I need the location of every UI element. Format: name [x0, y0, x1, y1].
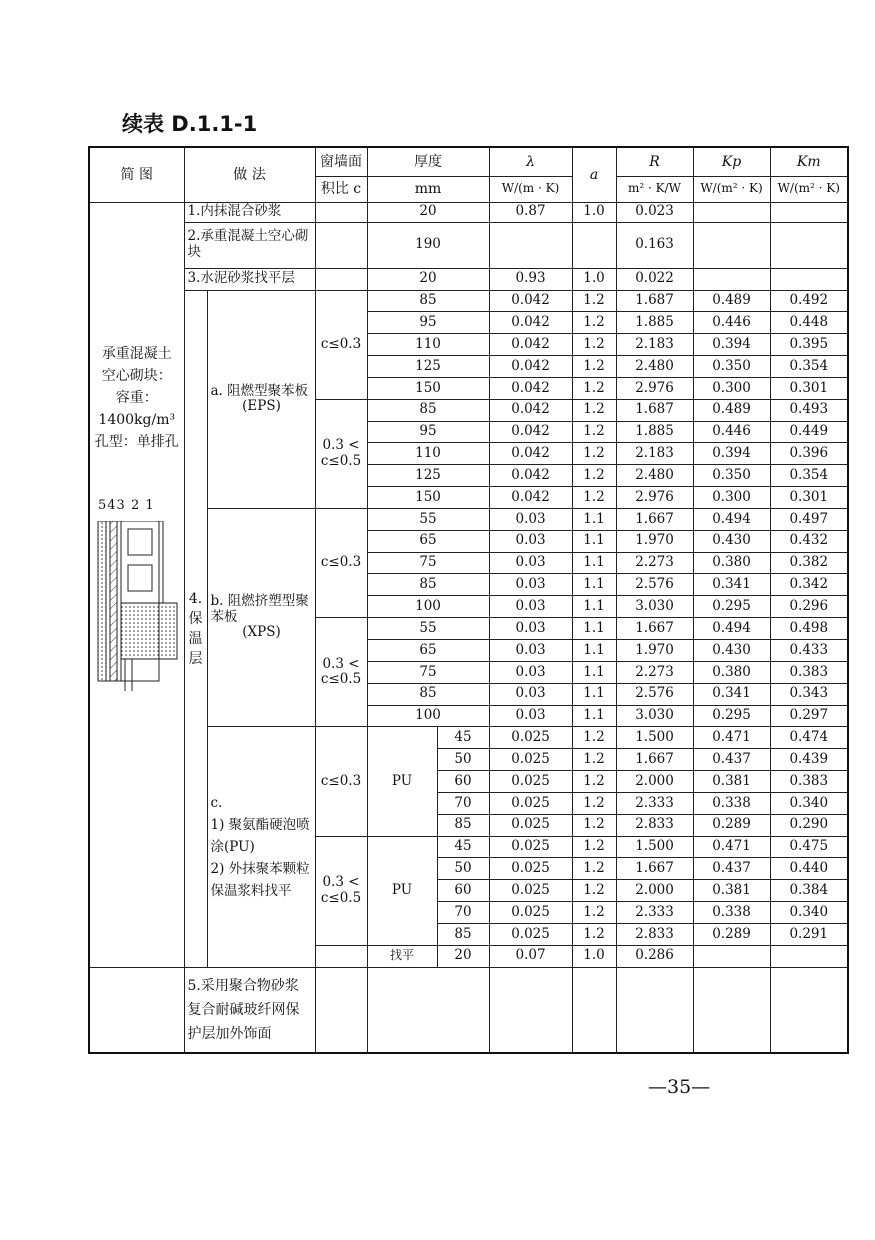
eps-row-9-r: 2.480 — [616, 465, 693, 487]
pu-row-1-kp: 0.471 — [693, 727, 770, 749]
xps-row-2-a: 1.1 — [572, 530, 616, 552]
ratio-label-line2: c≤0.5 — [320, 671, 362, 688]
xps-row-10-thickness: 100 — [367, 705, 489, 727]
pu-row-3-lambda: 0.025 — [489, 771, 572, 793]
layer1-ratio — [315, 202, 367, 222]
eps-row-6-lambda: 0.042 — [489, 399, 572, 421]
pu-row-9-thickness: 70 — [437, 902, 489, 924]
pu-row-8-lambda: 0.025 — [489, 880, 572, 902]
xps-row-5-lambda: 0.03 — [489, 596, 572, 618]
xps-row-9-km: 0.343 — [770, 683, 848, 705]
eps-row-4-a: 1.2 — [572, 356, 616, 378]
pu-ratio-cell — [315, 836, 367, 945]
layer3-thickness: 20 — [367, 268, 489, 290]
pu-row-7-km: 0.440 — [770, 858, 848, 880]
pu-row-10-kp: 0.289 — [693, 923, 770, 945]
eps-row-1-r: 1.687 — [616, 290, 693, 312]
xps-row-2-km: 0.432 — [770, 530, 848, 552]
pu-row-2-km: 0.439 — [770, 749, 848, 771]
header-ratio-line2: 积比 c — [315, 176, 367, 202]
pu-row-8-r: 2.000 — [616, 880, 693, 902]
pu-row-1-r: 1.500 — [616, 727, 693, 749]
diagram-line1: 承重混凝土 — [101, 345, 172, 362]
eps-row-2-a: 1.2 — [572, 312, 616, 334]
xps-label-line2: (XPS) — [242, 624, 281, 641]
xps-row-7-thickness: 65 — [367, 640, 489, 662]
xps-row-6-kp: 0.494 — [693, 618, 770, 640]
eps-row-8-r: 2.183 — [616, 443, 693, 465]
eps-row-4-lambda: 0.042 — [489, 356, 572, 378]
eps-label-line1: a. 阻燃型聚苯板 — [210, 382, 309, 399]
xps-row-7-lambda: 0.03 — [489, 640, 572, 662]
pu-row-3-r: 2.000 — [616, 771, 693, 793]
pu-row-7-kp: 0.437 — [693, 858, 770, 880]
eps-row-7-lambda: 0.042 — [489, 421, 572, 443]
ratio-label-line1: 0.3 < — [322, 874, 360, 891]
pu-row-8-km: 0.384 — [770, 880, 848, 902]
pu-row-7-r: 1.667 — [616, 858, 693, 880]
pu-row-6-km: 0.475 — [770, 836, 848, 858]
eps-ratio-cell — [315, 399, 367, 508]
xps-ratio-cell — [315, 618, 367, 727]
pu-row-7-lambda: 0.025 — [489, 858, 572, 880]
ratio-label-line1: 0.3 < — [322, 655, 360, 672]
layer5-diagram-blank — [89, 967, 184, 1053]
pu-row-2-a: 1.2 — [572, 749, 616, 771]
header-diagram: 简 图 — [89, 147, 184, 202]
xps-row-8-lambda: 0.03 — [489, 661, 572, 683]
pu-row-1-lambda: 0.025 — [489, 727, 572, 749]
eps-row-3-kp: 0.394 — [693, 334, 770, 356]
ratio-label: c≤0.3 — [320, 554, 362, 571]
pu-row-4-r: 2.333 — [616, 792, 693, 814]
xps-row-5-km: 0.296 — [770, 596, 848, 618]
diagram-description — [90, 343, 184, 453]
xps-row-8-kp: 0.380 — [693, 661, 770, 683]
layer5-lambda — [489, 967, 572, 1053]
xps-row-1-r: 1.667 — [616, 508, 693, 530]
layer2-kp — [693, 222, 770, 268]
pu-row-5-km: 0.290 — [770, 814, 848, 836]
eps-label-line2: (EPS) — [242, 398, 281, 415]
leveling-r: 0.286 — [616, 945, 693, 967]
xps-row-4-thickness: 85 — [367, 574, 489, 596]
xps-row-3-thickness: 75 — [367, 552, 489, 574]
eps-row-10-km: 0.301 — [770, 487, 848, 509]
layer2-name: 2.承重混凝土空心砌块 — [184, 222, 315, 268]
header-kp: Kp — [693, 147, 770, 176]
layer2-ratio — [315, 222, 367, 268]
diagram-line4: 1400kg/m³ — [98, 411, 176, 428]
xps-row-7-km: 0.433 — [770, 640, 848, 662]
eps-row-6-km: 0.493 — [770, 399, 848, 421]
eps-row-10-thickness: 150 — [367, 487, 489, 509]
pu-row-7-thickness: 50 — [437, 858, 489, 880]
layer1-r: 0.023 — [616, 202, 693, 222]
eps-row-10-lambda: 0.042 — [489, 487, 572, 509]
leveling-a: 1.0 — [572, 945, 616, 967]
pu-row-2-kp: 0.437 — [693, 749, 770, 771]
xps-row-2-kp: 0.430 — [693, 530, 770, 552]
eps-row-6-r: 1.687 — [616, 399, 693, 421]
layer3-name: 3.水泥砂浆找平层 — [184, 268, 315, 290]
xps-row-5-kp: 0.295 — [693, 596, 770, 618]
eps-row-5-km: 0.301 — [770, 377, 848, 399]
pu-row-2-lambda: 0.025 — [489, 749, 572, 771]
layer5-thickness — [367, 967, 489, 1053]
eps-row-6-thickness: 85 — [367, 399, 489, 421]
xps-row-10-kp: 0.295 — [693, 705, 770, 727]
pu-row-8-kp: 0.381 — [693, 880, 770, 902]
pu-row-2-thickness: 50 — [437, 749, 489, 771]
eps-row-10-r: 2.976 — [616, 487, 693, 509]
layer5-kp — [693, 967, 770, 1053]
header-lambda-unit: W/(m · K) — [489, 176, 572, 202]
header-thickness-unit: mm — [367, 176, 489, 202]
xps-row-9-thickness: 85 — [367, 683, 489, 705]
eps-row-7-kp: 0.446 — [693, 421, 770, 443]
pu-row-6-kp: 0.471 — [693, 836, 770, 858]
eps-row-6-a: 1.2 — [572, 399, 616, 421]
ratio-label-line2: c≤0.5 — [320, 452, 362, 469]
pu-row-9-a: 1.2 — [572, 902, 616, 924]
pu-row-1-a: 1.2 — [572, 727, 616, 749]
layer4-label: 4.保温层 — [184, 290, 207, 967]
header-ratio-line1: 窗墙面 — [315, 147, 367, 176]
pu-row-8-thickness: 60 — [437, 880, 489, 902]
xps-row-1-lambda: 0.03 — [489, 508, 572, 530]
layer3-kp — [693, 268, 770, 290]
xps-row-5-thickness: 100 — [367, 596, 489, 618]
xps-row-2-r: 1.970 — [616, 530, 693, 552]
ratio-label: c≤0.3 — [320, 335, 362, 352]
eps-row-8-km: 0.396 — [770, 443, 848, 465]
pu-row-10-r: 2.833 — [616, 923, 693, 945]
thermal-table — [88, 146, 840, 1054]
diagram-line2: 空心砌块： — [101, 367, 172, 384]
eps-row-8-lambda: 0.042 — [489, 443, 572, 465]
xps-label-line1: b. 阻燃挤塑型聚苯板 — [210, 593, 309, 625]
xps-row-3-lambda: 0.03 — [489, 552, 572, 574]
eps-row-7-thickness: 95 — [367, 421, 489, 443]
layer5-km — [770, 967, 848, 1053]
eps-row-5-r: 2.976 — [616, 377, 693, 399]
xps-row-9-lambda: 0.03 — [489, 683, 572, 705]
eps-row-9-lambda: 0.042 — [489, 465, 572, 487]
layer1-name: 1.内抹混合砂浆 — [184, 202, 315, 222]
diagram-line5: 孔型：单排孔 — [94, 433, 179, 450]
eps-row-2-r: 1.885 — [616, 312, 693, 334]
page-number: —35— — [648, 1076, 711, 1098]
xps-row-5-r: 3.030 — [616, 596, 693, 618]
pu-row-4-a: 1.2 — [572, 792, 616, 814]
eps-row-7-a: 1.2 — [572, 421, 616, 443]
ratio-label-line1: 0.3 < — [322, 437, 360, 454]
layer2-a — [572, 222, 616, 268]
pu-row-4-thickness: 70 — [437, 792, 489, 814]
header-r: R — [616, 147, 693, 176]
xps-row-10-km: 0.297 — [770, 705, 848, 727]
eps-row-4-kp: 0.350 — [693, 356, 770, 378]
eps-row-1-kp: 0.489 — [693, 290, 770, 312]
pu-row-4-lambda: 0.025 — [489, 792, 572, 814]
layer2-r: 0.163 — [616, 222, 693, 268]
pu-row-9-lambda: 0.025 — [489, 902, 572, 924]
xps-row-10-a: 1.1 — [572, 705, 616, 727]
xps-row-6-thickness: 55 — [367, 618, 489, 640]
eps-row-9-a: 1.2 — [572, 465, 616, 487]
header-km: Km — [770, 147, 848, 176]
layer3-a: 1.0 — [572, 268, 616, 290]
eps-row-1-km: 0.492 — [770, 290, 848, 312]
header-a: a — [572, 147, 616, 202]
header-method: 做 法 — [184, 147, 315, 202]
xps-row-9-a: 1.1 — [572, 683, 616, 705]
pu-row-8-a: 1.2 — [572, 880, 616, 902]
eps-row-2-lambda: 0.042 — [489, 312, 572, 334]
xps-row-7-a: 1.1 — [572, 640, 616, 662]
xps-row-6-r: 1.667 — [616, 618, 693, 640]
wall-section-drawing — [96, 521, 178, 691]
xps-row-2-thickness: 65 — [367, 530, 489, 552]
eps-row-1-lambda: 0.042 — [489, 290, 572, 312]
xps-row-1-kp: 0.494 — [693, 508, 770, 530]
xps-row-3-km: 0.382 — [770, 552, 848, 574]
layer5-row — [89, 967, 848, 1053]
layer2-lambda — [489, 222, 572, 268]
eps-row-5-kp: 0.300 — [693, 377, 770, 399]
header-km-unit: W/(m² · K) — [770, 176, 848, 202]
xps-row-1-a: 1.1 — [572, 508, 616, 530]
pu-row-5-thickness: 85 — [437, 814, 489, 836]
eps-row-8-kp: 0.394 — [693, 443, 770, 465]
eps-row-3-km: 0.395 — [770, 334, 848, 356]
pu-row-3-a: 1.2 — [572, 771, 616, 793]
xps-row-4-r: 2.576 — [616, 574, 693, 596]
pu-row-10-thickness: 85 — [437, 923, 489, 945]
pu-row-3-kp: 0.381 — [693, 771, 770, 793]
eps-row-3-lambda: 0.042 — [489, 334, 572, 356]
header-r-unit: m² · K/W — [616, 176, 693, 202]
layer3-lambda: 0.93 — [489, 268, 572, 290]
header-lambda: λ — [489, 147, 572, 176]
pu-row-6-a: 1.2 — [572, 836, 616, 858]
xps-row-3-kp: 0.380 — [693, 552, 770, 574]
pu-row-5-lambda: 0.025 — [489, 814, 572, 836]
pu-row-3-km: 0.383 — [770, 771, 848, 793]
eps-row-6-kp: 0.489 — [693, 399, 770, 421]
pu-ratio-cell — [315, 727, 367, 836]
xps-label-cell — [207, 508, 315, 726]
eps-row-10-a: 1.2 — [572, 487, 616, 509]
xps-row-6-lambda: 0.03 — [489, 618, 572, 640]
pu-row-3-thickness: 60 — [437, 771, 489, 793]
xps-row-4-lambda: 0.03 — [489, 574, 572, 596]
xps-row-3-a: 1.1 — [572, 552, 616, 574]
ratio-label-line2: c≤0.5 — [320, 889, 362, 906]
layer1-km — [770, 202, 848, 222]
eps-row-4-thickness: 125 — [367, 356, 489, 378]
pu-row-4-km: 0.340 — [770, 792, 848, 814]
layer1-thickness: 20 — [367, 202, 489, 222]
layer1-a: 1.0 — [572, 202, 616, 222]
header-thickness: 厚度 — [367, 147, 489, 176]
layer1-lambda: 0.87 — [489, 202, 572, 222]
diagram-layer-labels: 543 2 1 — [98, 497, 155, 513]
layer3-r: 0.022 — [616, 268, 693, 290]
pu-row-10-km: 0.291 — [770, 923, 848, 945]
leveling-kp — [693, 945, 770, 967]
pu-row-1-km: 0.474 — [770, 727, 848, 749]
pu-row-9-kp: 0.338 — [693, 902, 770, 924]
xps-row-5-a: 1.1 — [572, 596, 616, 618]
leveling-lambda: 0.07 — [489, 945, 572, 967]
xps-row-7-r: 1.970 — [616, 640, 693, 662]
pu-row-6-lambda: 0.025 — [489, 836, 572, 858]
pu-tag: PU — [367, 836, 437, 945]
eps-row-2-thickness: 95 — [367, 312, 489, 334]
xps-row-2-lambda: 0.03 — [489, 530, 572, 552]
eps-row-7-km: 0.449 — [770, 421, 848, 443]
leveling-km — [770, 945, 848, 967]
table-title: 续表 D.1.1-1 — [122, 112, 258, 136]
layer2-km — [770, 222, 848, 268]
eps-row-10-kp: 0.300 — [693, 487, 770, 509]
diagram-cell — [89, 202, 184, 967]
pu-tag: PU — [367, 727, 437, 836]
eps-row-9-kp: 0.350 — [693, 465, 770, 487]
eps-row-5-a: 1.2 — [572, 377, 616, 399]
xps-row-8-r: 2.273 — [616, 661, 693, 683]
xps-row-8-km: 0.383 — [770, 661, 848, 683]
pu-row-1-thickness: 45 — [437, 727, 489, 749]
xps-row-7-kp: 0.430 — [693, 640, 770, 662]
eps-row-3-r: 2.183 — [616, 334, 693, 356]
eps-row-5-lambda: 0.042 — [489, 377, 572, 399]
layer5-ratio — [315, 967, 367, 1053]
eps-row-5-thickness: 150 — [367, 377, 489, 399]
data-table — [88, 146, 849, 1054]
leveling-tag: 找平 — [367, 945, 437, 967]
eps-row-4-r: 2.480 — [616, 356, 693, 378]
leveling-thickness: 20 — [437, 945, 489, 967]
eps-row-3-thickness: 110 — [367, 334, 489, 356]
pu-row-6-r: 1.500 — [616, 836, 693, 858]
eps-row-2-kp: 0.446 — [693, 312, 770, 334]
pu-row-10-a: 1.2 — [572, 923, 616, 945]
xps-row-10-r: 3.030 — [616, 705, 693, 727]
eps-row-3-a: 1.2 — [572, 334, 616, 356]
layer3-km — [770, 268, 848, 290]
xps-row-4-kp: 0.341 — [693, 574, 770, 596]
pu-row-6-thickness: 45 — [437, 836, 489, 858]
xps-row-8-a: 1.1 — [572, 661, 616, 683]
xps-row-3-r: 2.273 — [616, 552, 693, 574]
pu-row-10-lambda: 0.025 — [489, 923, 572, 945]
eps-ratio-cell — [315, 290, 367, 399]
pu-row-5-r: 2.833 — [616, 814, 693, 836]
xps-row-9-r: 2.576 — [616, 683, 693, 705]
xps-row-10-lambda: 0.03 — [489, 705, 572, 727]
eps-row-7-r: 1.885 — [616, 421, 693, 443]
xps-row-1-km: 0.497 — [770, 508, 848, 530]
table-row — [89, 290, 848, 312]
xps-row-1-thickness: 55 — [367, 508, 489, 530]
layer5-a — [572, 967, 616, 1053]
xps-ratio-cell — [315, 508, 367, 617]
layer2-thickness: 190 — [367, 222, 489, 268]
pu-row-2-r: 1.667 — [616, 749, 693, 771]
eps-row-4-km: 0.354 — [770, 356, 848, 378]
ratio-label: c≤0.3 — [320, 772, 362, 789]
xps-row-8-thickness: 75 — [367, 661, 489, 683]
xps-row-4-a: 1.1 — [572, 574, 616, 596]
pu-row-5-kp: 0.289 — [693, 814, 770, 836]
leveling-ratio — [315, 945, 367, 967]
eps-row-8-a: 1.2 — [572, 443, 616, 465]
pu-row-5-a: 1.2 — [572, 814, 616, 836]
pu-row-9-km: 0.340 — [770, 902, 848, 924]
pu-row-4-kp: 0.338 — [693, 792, 770, 814]
xps-row-4-km: 0.342 — [770, 574, 848, 596]
eps-row-9-km: 0.354 — [770, 465, 848, 487]
eps-row-1-a: 1.2 — [572, 290, 616, 312]
eps-row-1-thickness: 85 — [367, 290, 489, 312]
diagram-line3: 容重： — [115, 389, 158, 406]
pu-row-7-a: 1.2 — [572, 858, 616, 880]
header-kp-unit: W/(m² · K) — [693, 176, 770, 202]
layer1-kp — [693, 202, 770, 222]
xps-row-6-km: 0.498 — [770, 618, 848, 640]
layer3-ratio — [315, 268, 367, 290]
layer5-r — [616, 967, 693, 1053]
xps-row-6-a: 1.1 — [572, 618, 616, 640]
eps-label-cell — [207, 290, 315, 508]
layer5-name: 5.采用聚合物砂浆复合耐碱玻纤网保护层加外饰面 — [184, 967, 315, 1053]
pu-row-9-r: 2.333 — [616, 902, 693, 924]
pu-label-cell: c. 1) 聚氨酯硬泡喷涂(PU) 2) 外抹聚苯颗粒保温浆料找平 — [207, 727, 315, 967]
eps-row-8-thickness: 110 — [367, 443, 489, 465]
xps-row-9-kp: 0.341 — [693, 683, 770, 705]
eps-row-9-thickness: 125 — [367, 465, 489, 487]
eps-row-2-km: 0.448 — [770, 312, 848, 334]
